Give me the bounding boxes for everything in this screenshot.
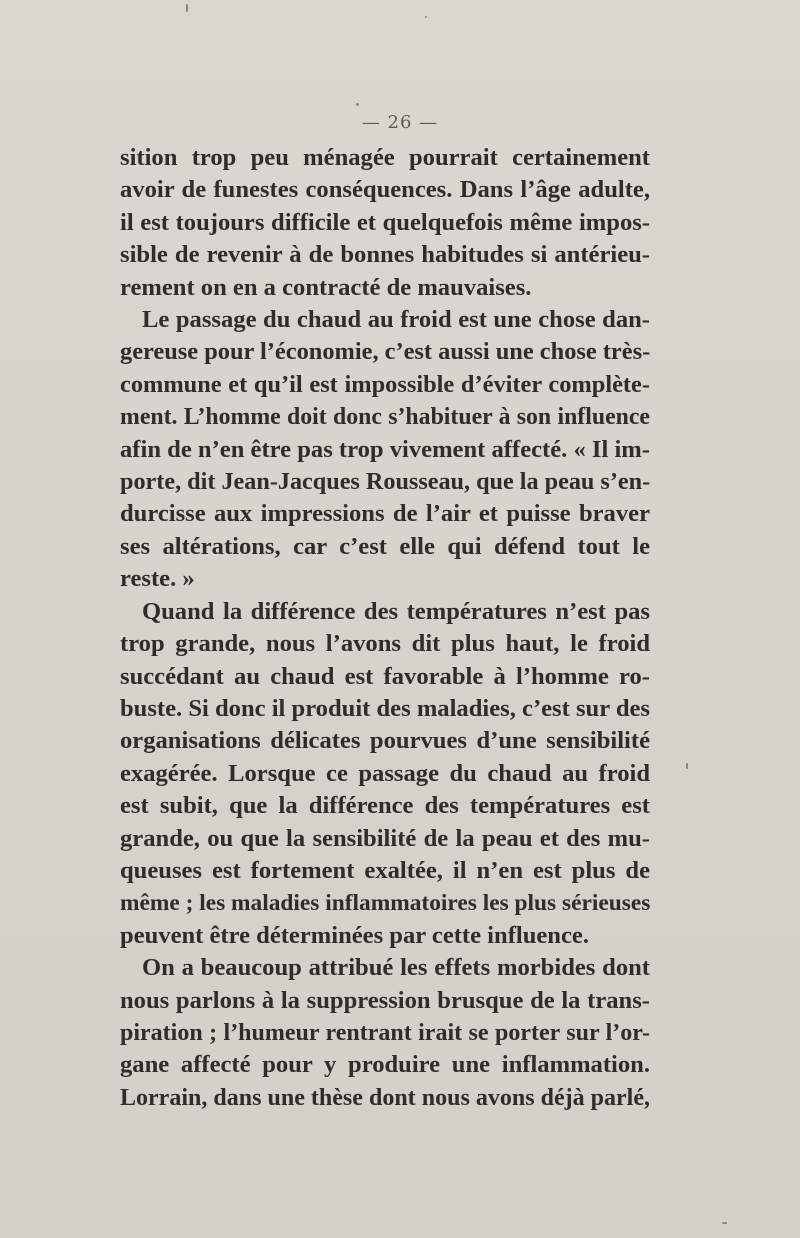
text-line: gane affecté pour y produire une inflammation.: [120, 1051, 650, 1079]
text-line: ment. L’homme doit donc s’habituer à son influence: [120, 404, 650, 431]
text-line: il est toujours difficile et quelquefois même impos-: [120, 208, 650, 236]
body-text: [120, 142, 650, 1114]
text-line: peuvent être déterminées par cette influence.: [120, 921, 589, 949]
paper-speck: [186, 4, 188, 12]
text-line: organisations délicates pourvues d’une sensibilité: [120, 727, 650, 755]
page-number: — 26 —: [361, 112, 439, 133]
text-line: grande, ou que la sensibilité de la peau et des mu-: [120, 824, 650, 852]
paper-speck: [356, 103, 359, 106]
text-line: rement on en a contracté de mauvaises.: [120, 273, 532, 301]
text-line: ses altérations, car c’est elle qui défend tout le: [120, 532, 650, 560]
text-line: sition trop peu ménagée pourrait certainement: [120, 144, 650, 171]
text-line: queuses est fortement exaltée, il n’en est plus de: [120, 856, 650, 884]
text-line: avoir de funestes conséquences. Dans l’âge adulte,: [120, 176, 650, 204]
text-line: piration ; l’humeur rentrant irait se porter sur l’or-: [120, 1019, 650, 1046]
paper-speck: [722, 1222, 727, 1224]
text-line: afin de n’en être pas trop vivement affecté. « Il im-: [120, 435, 650, 463]
text-line: durcisse aux impressions de l’air et puisse braver: [120, 500, 650, 528]
text-line: Quand la différence des températures n’est pas: [142, 597, 650, 625]
text-line: nous parlons à la suppression brusque de la trans-: [120, 986, 650, 1014]
text-line: succédant au chaud est favorable à l’homme ro-: [120, 662, 650, 690]
text-line: sible de revenir à de bonnes habitudes si antérieu-: [120, 241, 650, 269]
text-line: même ; les maladies inflammatoires les plus sérieuses: [120, 890, 651, 917]
text-line: porte, dit Jean-Jacques Rousseau, que la peau s’en-: [120, 468, 651, 496]
text-line: est subit, que la différence des températures est: [120, 792, 650, 820]
text-line: gereuse pour l’économie, c’est aussi une chose très-: [120, 338, 651, 366]
text-line: exagérée. Lorsque ce passage du chaud au froid: [120, 759, 650, 787]
text-line: commune et qu’il est impossible d’éviter complète-: [120, 370, 650, 398]
text-line: buste. Si donc il produit des maladies, c’est sur des: [120, 694, 650, 722]
paper-speck: [686, 763, 688, 769]
paper-speck: [425, 16, 427, 18]
text-line: Lorrain, dans une thèse dont nous avons déjà parlé,: [120, 1084, 650, 1111]
text-line: reste. »: [120, 565, 195, 593]
text-line: trop grande, nous l’avons dit plus haut, le froid: [120, 630, 650, 658]
text-line: Le passage du chaud au froid est une chose dan-: [142, 306, 650, 334]
text-line: On a beaucoup attribué les effets morbides dont: [142, 954, 650, 982]
